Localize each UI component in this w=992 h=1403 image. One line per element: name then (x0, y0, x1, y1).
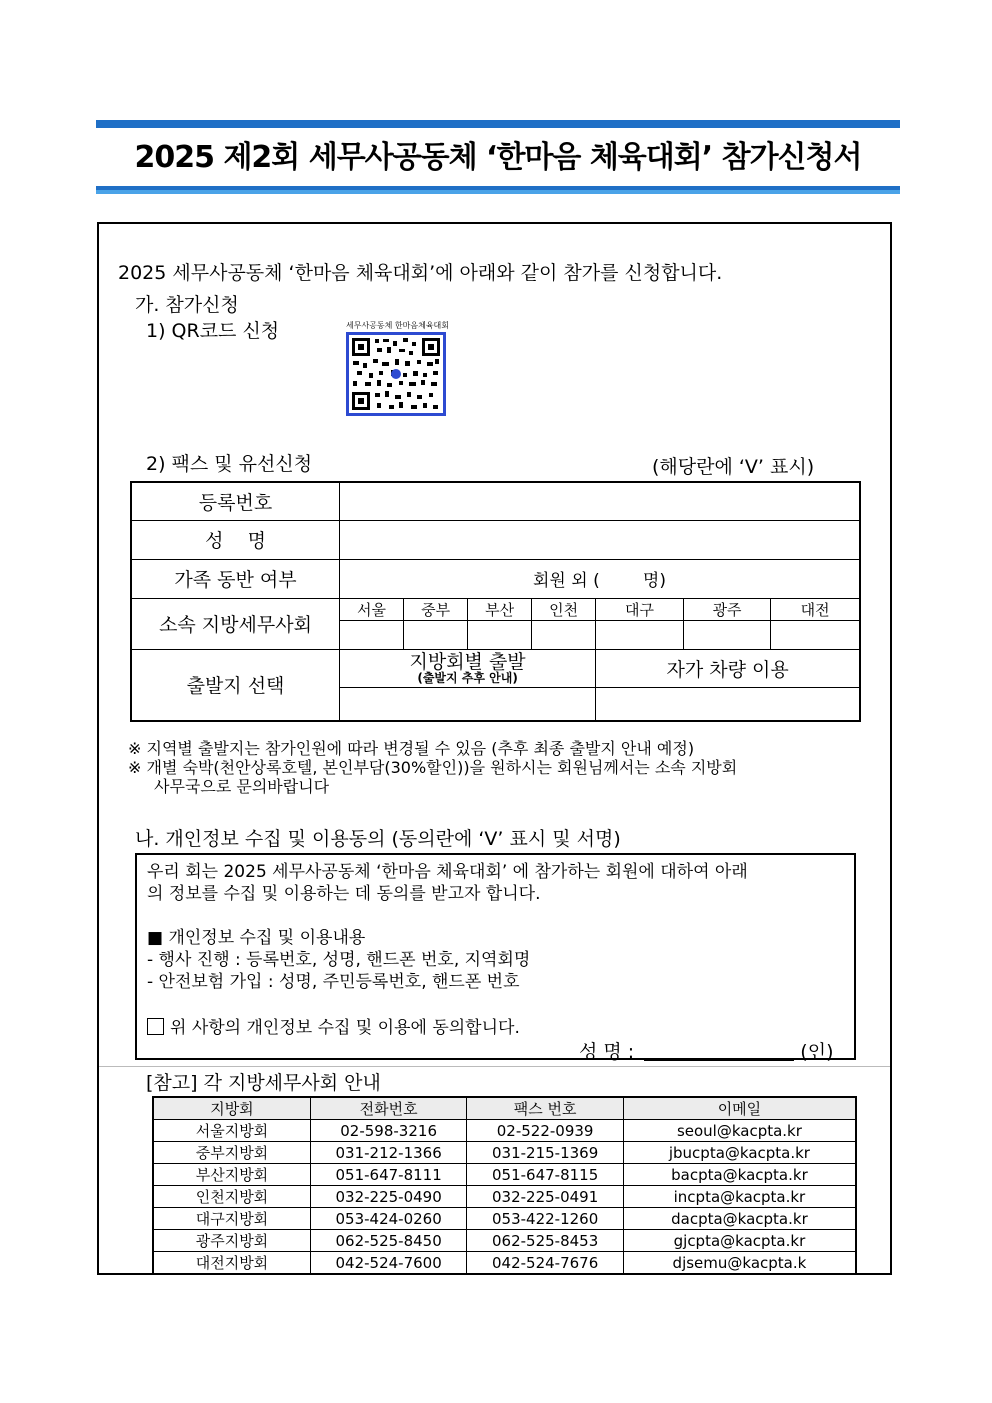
fax-label: 2) 팩스 및 유선신청 (146, 453, 313, 475)
agree-label: 위 사항의 개인정보 수집 및 이용에 동의합니다. (170, 1018, 520, 1038)
header-fax: 팩스 번호 (467, 1097, 623, 1120)
table-row (153, 1252, 856, 1275)
region-gwangju: 광주 (683, 598, 771, 620)
table-row (153, 1230, 856, 1252)
cell-region: 중부지방회 (153, 1142, 310, 1164)
departure-option-group-label: 지방회별 출발 (409, 650, 526, 673)
check-seoul[interactable] (340, 620, 404, 649)
header-email: 이메일 (623, 1097, 856, 1120)
reg-no-field[interactable] (340, 482, 861, 520)
section-ga-title: 가. 참가신청 (135, 294, 239, 316)
cell-fax: 042-524-7676 (467, 1252, 623, 1275)
cell-email: incpta@kacpta.kr (623, 1186, 856, 1208)
agree-checkbox[interactable] (147, 1018, 164, 1035)
name-label: 성 명 (131, 520, 340, 559)
consent-item-2: - 안전보험 가입 : 성명, 주민등록번호, 핸드폰 번호 (147, 972, 520, 992)
cell-phone: 02-598-3216 (310, 1120, 466, 1142)
table-row (153, 1208, 856, 1230)
table-row (153, 1120, 856, 1142)
family-field[interactable]: 회원 외 ( 명) (340, 559, 861, 598)
name-field[interactable] (340, 520, 861, 559)
table-row (153, 1142, 856, 1164)
consent-line-2: 의 정보를 수집 및 이용하는 데 동의를 받고자 합니다. (147, 884, 541, 904)
signature-field[interactable] (644, 1042, 794, 1061)
cell-email: jbucpta@kacpta.kr (623, 1142, 856, 1164)
check-jungbu[interactable] (404, 620, 468, 649)
reference-header-row (153, 1097, 856, 1120)
cell-region: 광주지방회 (153, 1230, 310, 1252)
note-1: ※ 지역별 출발지는 참가인원에 따라 변경될 수 있음 (추후 최종 출발지 안내 예정) (128, 739, 695, 758)
consent-line-1: 우리 회는 2025 세무사공동체 ‘한마음 체육대회’ 에 참가하는 회원에 대하여 아래 (147, 862, 748, 882)
cell-email: djsemu@kacpta.k (623, 1252, 856, 1275)
cell-region: 대전지방회 (153, 1252, 310, 1275)
family-label: 가족 동반 여부 (131, 559, 340, 598)
cell-email: gjcpta@kacpta.kr (623, 1230, 856, 1252)
cell-phone: 062-525-8450 (310, 1230, 466, 1252)
cell-region: 대구지방회 (153, 1208, 310, 1230)
cell-phone: 031-212-1366 (310, 1142, 466, 1164)
check-departure-group[interactable] (340, 687, 596, 721)
cell-fax: 051-647-8115 (467, 1164, 623, 1186)
consent-item-1: - 행사 진행 : 등록번호, 성명, 핸드폰 번호, 지역회명 (147, 950, 531, 970)
section-na-title (135, 824, 621, 851)
check-daejeon[interactable] (771, 620, 860, 649)
region-daejeon: 대전 (771, 598, 860, 620)
cell-email: seoul@kacpta.kr (623, 1120, 856, 1142)
page-title: 2025 제2회 세무사공동체 ‘한마음 체육대회’ 참가신청서 (134, 140, 862, 175)
region-jungbu: 중부 (404, 598, 468, 620)
departure-label: 출발지 선택 (131, 649, 340, 721)
cell-fax: 053-422-1260 (467, 1208, 623, 1230)
cell-phone: 053-424-0260 (310, 1208, 466, 1230)
check-busan[interactable] (468, 620, 532, 649)
cell-region: 인천지방회 (153, 1186, 310, 1208)
cell-phone: 032-225-0490 (310, 1186, 466, 1208)
header-phone: 전화번호 (310, 1097, 466, 1120)
title-bottom-bar-light (96, 190, 900, 194)
departure-option-own-car: 자가 차량 이용 (596, 649, 860, 687)
cell-region: 부산지방회 (153, 1164, 310, 1186)
note-3: 사무국으로 문의바랍니다 (154, 777, 330, 796)
cell-fax: 02-522-0939 (467, 1120, 623, 1142)
consent-items-title: ■ 개인정보 수집 및 이용내용 (147, 928, 366, 948)
title-top-bar (96, 120, 900, 128)
header-region: 지방회 (153, 1097, 310, 1120)
region-daegu: 대구 (596, 598, 684, 620)
cell-email: dacpta@kacpta.kr (623, 1208, 856, 1230)
departure-option-group-note: (출발지 추후 안내) (417, 670, 518, 685)
qr-code[interactable] (346, 332, 446, 416)
consent-agree-row (147, 1013, 520, 1038)
section-na-heading: 나. 개인정보 수집 및 이용동의 (135, 828, 386, 850)
cell-phone: 051-647-8111 (310, 1164, 466, 1186)
cell-email: bacpta@kacpta.kr (623, 1164, 856, 1186)
cell-phone: 042-524-7600 (310, 1252, 466, 1275)
check-gwangju[interactable] (683, 620, 771, 649)
section-na-hint: (동의란에 ‘V’ 표시 및 서명) (391, 828, 621, 850)
reference-title: [참고] 각 지방세무사회 안내 (146, 1072, 381, 1094)
affiliation-label: 소속 지방세무사회 (131, 598, 340, 649)
reg-no-label: 등록번호 (131, 482, 340, 520)
intro-text: 2025 세무사공동체 ‘한마음 체육대회’에 아래와 같이 참가를 신청합니다. (118, 262, 723, 284)
qr-label: 1) QR코드 신청 (146, 320, 280, 342)
table-row (153, 1164, 856, 1186)
cell-fax: 062-525-8453 (467, 1230, 623, 1252)
note-2: ※ 개별 숙박(천안상록호텔, 본인부담(30%할인))을 원하시는 회원님께서는 소속 지방회 (128, 758, 738, 777)
signature-suffix: (인) (800, 1041, 834, 1063)
table-row (153, 1186, 856, 1208)
cell-region: 서울지방회 (153, 1120, 310, 1142)
check-incheon[interactable] (532, 620, 596, 649)
check-daegu[interactable] (596, 620, 684, 649)
cell-fax: 031-215-1369 (467, 1142, 623, 1164)
region-busan: 부산 (468, 598, 532, 620)
cell-fax: 032-225-0491 (467, 1186, 623, 1208)
qr-code-icon (349, 335, 443, 413)
consent-box (135, 853, 856, 1063)
application-form (130, 481, 861, 722)
signature-row (579, 1037, 833, 1064)
reference-table (152, 1096, 857, 1275)
divider-line (99, 1066, 890, 1067)
fax-hint: (해당란에 ‘V’ 표시) (652, 456, 815, 478)
region-incheon: 인천 (532, 598, 596, 620)
qr-caption: 세무사공동체 한마음체육대회 (346, 321, 450, 330)
check-departure-own-car[interactable] (596, 687, 860, 721)
signature-label: 성 명 : (579, 1041, 635, 1063)
departure-option-group (340, 649, 596, 687)
region-seoul: 서울 (340, 598, 404, 620)
